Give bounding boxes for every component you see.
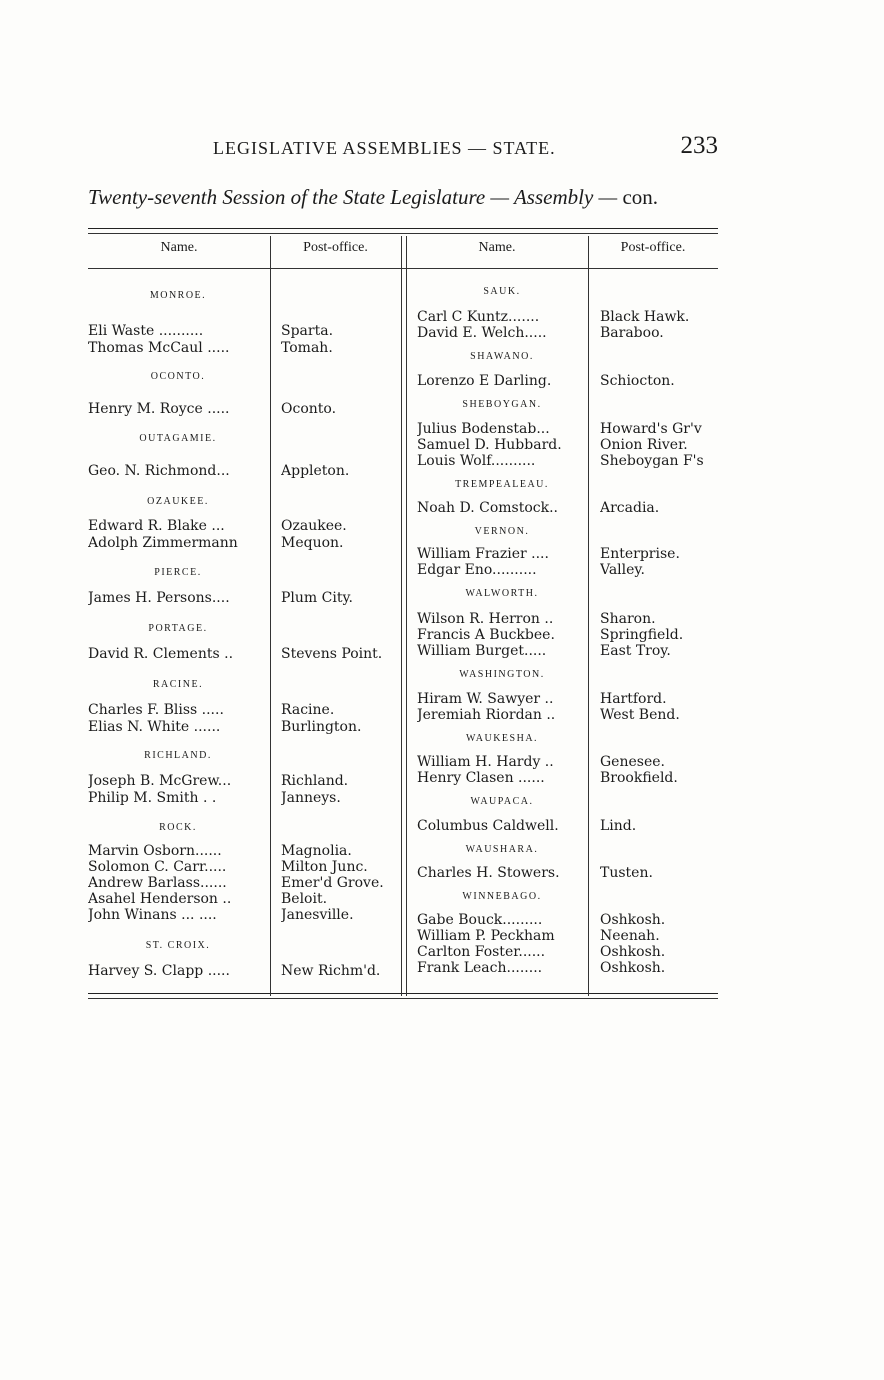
running-head: LEGISLATIVE ASSEMBLIES — STATE.: [213, 138, 556, 158]
county-heading: WAUSHARA.: [465, 844, 539, 855]
member-post-office: Milton Junc.: [281, 859, 368, 875]
member-post-office: West Bend.: [600, 707, 680, 723]
county-heading: VERNON.: [474, 526, 530, 537]
column-divider-double-a: [401, 236, 402, 996]
member-post-office: Oshkosh.: [600, 960, 666, 976]
member-post-office: Springfield.: [600, 627, 684, 643]
subtitle-main: Twenty-seventh Session of the State Legislature — Assembly —: [88, 185, 618, 209]
member-post-office: Oshkosh.: [600, 944, 666, 960]
member-name: Geo. N. Richmond...: [88, 463, 230, 479]
member-name: David E. Welch.....: [417, 325, 547, 341]
member-name: Elias N. White ......: [88, 719, 221, 735]
member-name: Eli Waste ..........: [88, 323, 204, 339]
member-name: Charles F. Bliss .....: [88, 702, 224, 718]
member-name: Samuel D. Hubbard.: [417, 437, 562, 453]
member-post-office: Brookfield.: [600, 770, 678, 786]
member-name: Thomas McCaul .....: [88, 340, 230, 356]
member-name: Adolph Zimmermann: [88, 535, 238, 551]
county-heading: RICHLAND.: [144, 750, 212, 761]
member-name: Columbus Caldwell.: [417, 818, 559, 834]
page-number: 233: [680, 132, 718, 159]
member-post-office: Ozaukee.: [281, 518, 347, 534]
member-post-office: Onion River.: [600, 437, 688, 453]
county-heading: OUTAGAMIE.: [139, 433, 217, 444]
member-post-office: Black Hawk.: [600, 309, 690, 325]
member-post-office: Genesee.: [600, 754, 665, 770]
member-post-office: Beloit.: [281, 891, 328, 907]
member-name: Noah D. Comstock..: [417, 500, 558, 516]
member-post-office: Plum City.: [281, 590, 353, 606]
member-name: Frank Leach........: [417, 960, 543, 976]
member-post-office: Burlington.: [281, 719, 362, 735]
member-post-office: Janneys.: [281, 790, 341, 806]
member-post-office: Mequon.: [281, 535, 344, 551]
member-post-office: Howard's Gr'v: [600, 421, 702, 437]
member-name: Edgar Eno..........: [417, 562, 537, 578]
member-post-office: Neenah.: [600, 928, 660, 944]
county-heading: WAUKESHA.: [465, 733, 539, 744]
member-name: Hiram W. Sawyer ..: [417, 691, 554, 707]
subtitle-continued: con.: [617, 185, 659, 209]
county-heading: PORTAGE.: [148, 623, 208, 634]
county-heading: ROCK.: [159, 822, 197, 833]
member-post-office: Oshkosh.: [600, 912, 666, 928]
county-heading: OZAUKEE.: [147, 496, 209, 507]
member-post-office: Tusten.: [600, 865, 653, 881]
county-heading: WALWORTH.: [465, 588, 539, 599]
member-name: Edward R. Blake ...: [88, 518, 225, 534]
member-name: John Winans ... ....: [88, 907, 217, 923]
member-post-office: Appleton.: [281, 463, 350, 479]
member-name: Wilson R. Herron ..: [417, 611, 554, 627]
header-postoffice-right: Post-office.: [620, 240, 686, 255]
member-name: Carl C Kuntz.......: [417, 309, 540, 325]
member-name: Henry Clasen ......: [417, 770, 545, 786]
member-name: Carlton Foster......: [417, 944, 546, 960]
member-name: Philip M. Smith . .: [88, 790, 217, 806]
member-post-office: Stevens Point.: [281, 646, 383, 662]
header-postoffice-left: Post-office.: [303, 240, 368, 255]
member-post-office: Sheboygan F's: [600, 453, 704, 469]
county-heading: SAUK.: [483, 286, 521, 297]
member-name: David R. Clements ..: [88, 646, 234, 662]
member-name: Henry M. Royce .....: [88, 401, 230, 417]
member-name: Jeremiah Riordan ..: [417, 707, 556, 723]
county-heading: SHAWANO.: [470, 351, 534, 362]
member-name: Asahel Henderson ..: [88, 891, 232, 907]
header-rule: [88, 268, 718, 269]
county-heading: TREMPEALEAU.: [455, 479, 549, 490]
county-heading: OCONTO.: [150, 371, 206, 382]
page-header: [88, 132, 718, 166]
member-post-office: Sparta.: [281, 323, 334, 339]
member-name: William Burget.....: [417, 643, 547, 659]
member-post-office: New Richm'd.: [281, 963, 381, 979]
member-name: William P. Peckham: [417, 928, 555, 944]
column-divider: [270, 236, 271, 996]
column-divider: [588, 236, 589, 996]
header-name-left: Name.: [160, 240, 198, 255]
member-post-office: Baraboo.: [600, 325, 664, 341]
member-post-office: Arcadia.: [600, 500, 660, 516]
member-name: Lorenzo E Darling.: [417, 373, 552, 389]
member-name: Julius Bodenstab...: [417, 421, 550, 437]
county-heading: SHEBOYGAN.: [462, 399, 542, 410]
table-top-rule: [88, 228, 718, 229]
member-name: Charles H. Stowers.: [417, 865, 560, 881]
member-post-office: Oconto.: [281, 401, 337, 417]
member-post-office: Sharon.: [600, 611, 656, 627]
table-top-rule-inner: [88, 233, 718, 234]
member-post-office: Hartford.: [600, 691, 667, 707]
county-heading: MONROE.: [149, 290, 207, 301]
county-heading: PIERCE.: [154, 567, 202, 578]
member-name: Gabe Bouck.........: [417, 912, 543, 928]
member-name: William Frazier ....: [417, 546, 549, 562]
member-post-office: Racine.: [281, 702, 335, 718]
member-post-office: Janesville.: [281, 907, 354, 923]
assembly-roster-table: [88, 228, 718, 1004]
member-name: Francis A Buckbee.: [417, 627, 555, 643]
member-post-office: Valley.: [600, 562, 645, 578]
table-subtitle: [88, 185, 720, 210]
member-post-office: Magnolia.: [281, 843, 352, 859]
county-heading: WINNEBAGO.: [462, 891, 542, 902]
member-name: Marvin Osborn......: [88, 843, 222, 859]
member-post-office: Schiocton.: [600, 373, 675, 389]
table-bottom-rule-inner: [88, 998, 718, 999]
member-post-office: Enterprise.: [600, 546, 680, 562]
member-post-office: Emer'd Grove.: [281, 875, 384, 891]
column-divider-double-b: [406, 236, 407, 996]
member-post-office: Richland.: [281, 773, 349, 789]
member-name: Joseph B. McGrew...: [88, 773, 232, 789]
county-heading: ST. CROIX.: [145, 940, 211, 951]
member-name: William H. Hardy ..: [417, 754, 554, 770]
member-name: Louis Wolf..........: [417, 453, 536, 469]
header-name-right: Name.: [478, 240, 516, 255]
member-name: Andrew Barlass......: [88, 875, 227, 891]
county-heading: RACINE.: [152, 679, 204, 690]
member-name: Solomon C. Carr.....: [88, 859, 227, 875]
member-post-office: Lind.: [600, 818, 637, 834]
member-post-office: East Troy.: [600, 643, 671, 659]
member-name: James H. Persons....: [88, 590, 230, 606]
county-heading: WAUPACA.: [470, 796, 534, 807]
table-bottom-rule: [88, 993, 718, 994]
member-name: Harvey S. Clapp .....: [88, 963, 230, 979]
county-heading: WASHINGTON.: [459, 669, 545, 680]
member-post-office: Tomah.: [281, 340, 333, 356]
